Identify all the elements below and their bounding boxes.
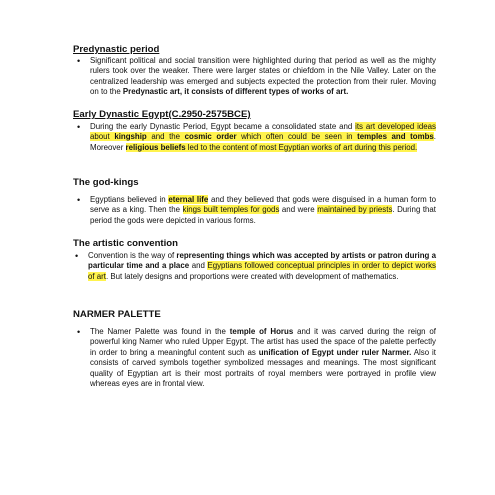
section-paragraph-artistic-convention	[88, 251, 436, 282]
paragraph-run: Also it consists of carved symbols together symbolized messages and meanings. The most significant quality of Egyptian art is their most portraits of royal members were portrayed in profile view whereas eyes are in frontal view.	[90, 347, 436, 389]
section-heading-artistic-convention: The artistic convention	[73, 238, 179, 249]
paragraph-run: Predynastic art, it consists of different types of works of art.	[122, 87, 349, 97]
section-heading-narmer-palette: NARMER PALETTE	[73, 309, 161, 320]
section-paragraph-predynastic	[90, 56, 436, 98]
paragraph-run: Significant political and social transition were highlighted during that period as well as the mighty rulers took over the weaker. There were larger states or chiefdom in the Nile Valley. Later on the centralized leadership was emerged and subjects expected the protection from their ruler. Moving on to the	[90, 56, 436, 97]
paragraph-run: . Moreover	[90, 132, 436, 152]
paragraph-run: . But lately designs and proportions were created with development of mathematics.	[105, 271, 399, 281]
paragraph-run: cosmic order	[184, 132, 237, 142]
bullet-marker: •	[75, 251, 79, 261]
paragraph-run: During the early Dynastic Period, Egypt became a consolidated state and	[90, 122, 356, 131]
bullet-marker: •	[77, 327, 81, 337]
paragraph-run: and	[189, 261, 208, 271]
paragraph-run: religious beliefs	[125, 142, 186, 152]
paragraph-run: The Namer Palette was found in the	[90, 327, 230, 336]
bullet-marker: •	[77, 122, 81, 132]
paragraph-run: kingship	[114, 132, 147, 142]
paragraph-run: unification of Egypt under ruler Narmer.	[258, 347, 412, 357]
paragraph-run: Egyptians followed conceptual principles in order to depict works of art	[88, 261, 436, 281]
paragraph-run: maintained by priests	[317, 205, 393, 215]
paragraph-run: and they believed that gods were disguised in a human form to serve as a king. Then the	[90, 195, 436, 215]
paragraph-run: . During that period the gods were depicted in various forms.	[90, 205, 436, 225]
paragraph-run: and it was carved during the reign of powerful king Namer who ruled Upper Egypt. The artist has used the space of the palette perfectly in order to bring a meaningful content such as	[90, 327, 437, 357]
paragraph-run: and were	[279, 205, 318, 215]
bullet-marker: •	[77, 56, 81, 66]
paragraph-run: which often could be seen in	[236, 132, 358, 142]
section-heading-predynastic: Predynastic period	[73, 44, 160, 55]
section-heading-god-kings: The god-kings	[73, 177, 139, 188]
paragraph-run: eternal life	[168, 195, 209, 204]
paragraph-run: temples and tombs	[357, 132, 434, 142]
paragraph-run: its art developed ideas about	[90, 122, 436, 142]
paragraph-run: kings built temples for gods	[182, 205, 280, 215]
bullet-marker: •	[77, 195, 81, 205]
paragraph-run: representing things which was accepted by artists or patron during a particular time and a place	[88, 251, 436, 271]
paragraph-run: and the	[146, 132, 185, 142]
paragraph-run: led to the content of most Egyptian works of art during this period.	[185, 142, 418, 152]
paragraph-run: Convention is the way of	[88, 251, 177, 260]
paragraph-run: temple of Horus	[229, 327, 294, 336]
section-heading-early-dynastic: Early Dynastic Egypt(C.2950-2575BCE)	[73, 109, 251, 120]
section-paragraph-early-dynastic	[90, 122, 436, 153]
paragraph-run: Egyptians believed in	[90, 195, 169, 204]
section-paragraph-narmer-palette	[90, 327, 436, 389]
section-paragraph-god-kings	[90, 195, 436, 226]
